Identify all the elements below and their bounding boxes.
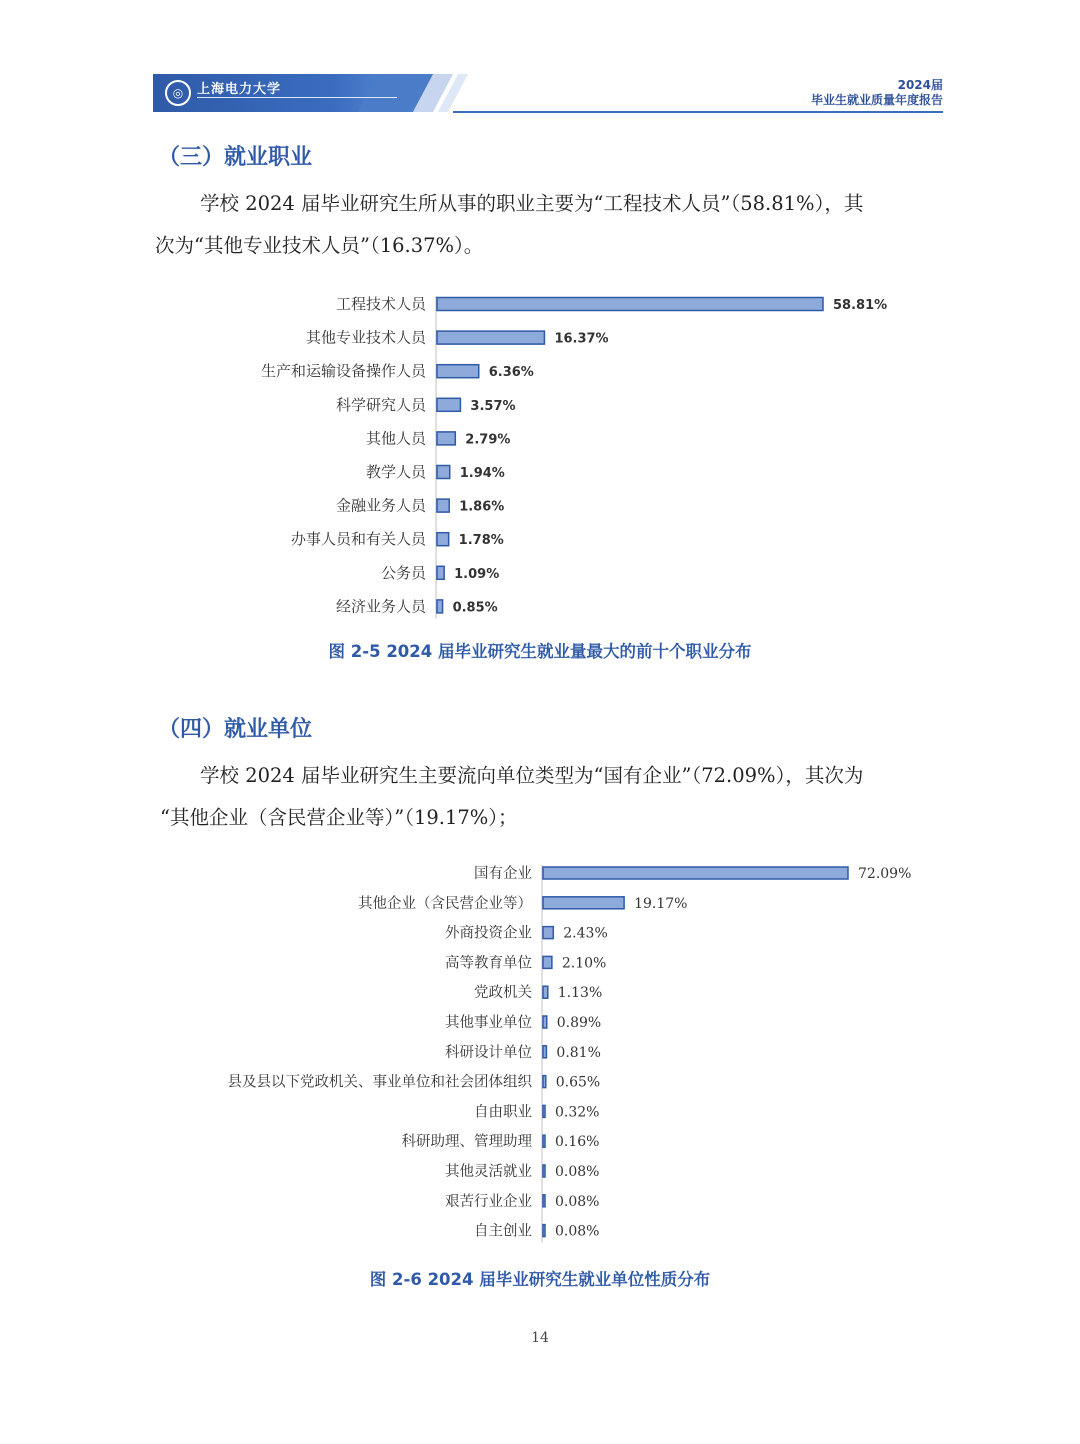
report-year: 2024届 — [897, 78, 943, 92]
category-label: 生产和运输设备操作人员 — [260, 362, 426, 381]
category-label: 办事人员和有关人员 — [290, 530, 426, 549]
data-label: 2.79% — [465, 432, 511, 448]
data-bar — [437, 298, 823, 311]
data-bar — [437, 331, 544, 344]
data-bar — [437, 466, 450, 479]
data-bar — [543, 927, 553, 939]
data-label: 0.65% — [555, 1074, 601, 1091]
data-label: 6.36% — [488, 365, 534, 381]
data-label: 2.10% — [561, 955, 607, 972]
figure-caption: 图 2-5 2024 届毕业研究生就业量最大的前十个职业分布 — [328, 642, 752, 661]
category-label: 其他人员 — [365, 429, 426, 448]
data-label: 0.81% — [556, 1044, 601, 1061]
category-label: 其他灵活就业 — [445, 1164, 532, 1180]
logo-underline — [197, 97, 397, 101]
data-bar — [543, 867, 848, 879]
data-label: 0.16% — [555, 1134, 600, 1151]
page-number: 14 — [531, 1330, 549, 1346]
category-label: 科学研究人员 — [335, 395, 426, 414]
data-bar — [543, 1076, 546, 1088]
data-label: 19.17% — [634, 895, 688, 912]
data-bar — [437, 432, 455, 445]
data-label: 0.08% — [555, 1223, 600, 1240]
data-bar — [437, 365, 479, 378]
data-bar — [543, 897, 624, 909]
occupation-chart-svg — [0, 285, 1080, 625]
category-label: 党政机关 — [474, 985, 532, 1002]
report-name: 毕业生就业质量年度报告 — [810, 93, 943, 107]
paragraph-line: 学校 2024 届毕业研究生所从事的职业主要为“工程技术人员”（58.81%），其 — [200, 192, 864, 215]
section-heading-employer: （四）就业单位 — [158, 717, 313, 742]
category-label: 国有企业 — [474, 866, 532, 882]
paragraph-line: “其他企业（含民营企业等）”（19.17%）； — [160, 806, 518, 829]
data-label: 16.37% — [554, 331, 609, 347]
university-logo-text: 上海电力大学 — [197, 82, 282, 97]
employer-chart-svg — [0, 855, 1080, 1250]
data-bar — [543, 1195, 545, 1207]
data-label: 0.89% — [556, 1015, 602, 1031]
data-bar — [543, 986, 548, 998]
paragraph-line: 学校 2024 届毕业研究生主要流向单位类型为“国有企业”（72.09%），其次为 — [200, 764, 864, 787]
paragraph-line: 次为“其他专业技术人员”（16.37%）。 — [155, 234, 484, 257]
data-bar — [543, 1016, 547, 1028]
category-label: 其他专业技术人员 — [305, 328, 426, 347]
category-label: 艰苦行业企业 — [445, 1193, 532, 1210]
section-heading-occupation: （三）就业职业 — [158, 145, 313, 170]
category-label: 外商投资企业 — [445, 925, 532, 942]
data-bar — [543, 1225, 545, 1237]
category-label: 自由职业 — [474, 1104, 532, 1121]
data-label: 1.09% — [454, 566, 500, 582]
data-label: 1.86% — [459, 499, 505, 515]
data-label: 72.09% — [858, 866, 912, 882]
data-label: 1.78% — [458, 533, 504, 549]
data-bar — [437, 566, 444, 579]
data-bar — [543, 1135, 545, 1147]
university-seal-icon: ◎ — [165, 80, 191, 106]
data-label: 3.57% — [470, 398, 516, 414]
employer-type-bar-chart — [0, 855, 1080, 1250]
data-label: 2.43% — [563, 925, 608, 942]
section-paragraph — [155, 755, 955, 839]
category-label: 自主创业 — [474, 1223, 532, 1240]
data-label: 0.32% — [555, 1104, 600, 1121]
data-label: 0.08% — [555, 1164, 600, 1180]
data-label: 0.08% — [555, 1193, 600, 1210]
data-bar — [543, 1165, 545, 1177]
category-label: 教学人员 — [365, 463, 426, 481]
category-label: 经济业务人员 — [335, 597, 426, 616]
header-rule — [453, 111, 943, 113]
figure-caption: 图 2-6 2024 届毕业研究生就业单位性质分布 — [369, 1270, 711, 1289]
category-label: 工程技术人员 — [335, 295, 426, 313]
category-label: 科研设计单位 — [445, 1044, 532, 1061]
data-bar — [437, 499, 449, 512]
data-bar — [543, 956, 552, 968]
data-bar — [543, 1105, 545, 1117]
data-label: 0.85% — [452, 600, 498, 616]
data-bar — [437, 398, 460, 411]
category-label: 其他企业（含民营企业等） — [358, 895, 532, 912]
data-bar — [437, 533, 449, 546]
category-label: 高等教育单位 — [445, 955, 532, 972]
data-label: 58.81% — [833, 298, 888, 313]
page-header — [153, 74, 943, 114]
category-label: 其他事业单位 — [445, 1015, 532, 1031]
data-bar — [543, 1046, 546, 1058]
occupation-bar-chart — [0, 285, 1080, 625]
data-label: 1.13% — [557, 985, 603, 1002]
data-label: 1.94% — [459, 466, 505, 481]
data-bar — [437, 600, 443, 613]
category-label: 科研助理、管理助理 — [401, 1134, 532, 1151]
category-label: 金融业务人员 — [335, 496, 426, 515]
report-title — [811, 78, 943, 108]
category-label: 县及县以下党政机关、事业单位和社会团体组织 — [227, 1074, 532, 1091]
section-paragraph — [155, 183, 955, 267]
category-label: 公务员 — [380, 563, 426, 582]
